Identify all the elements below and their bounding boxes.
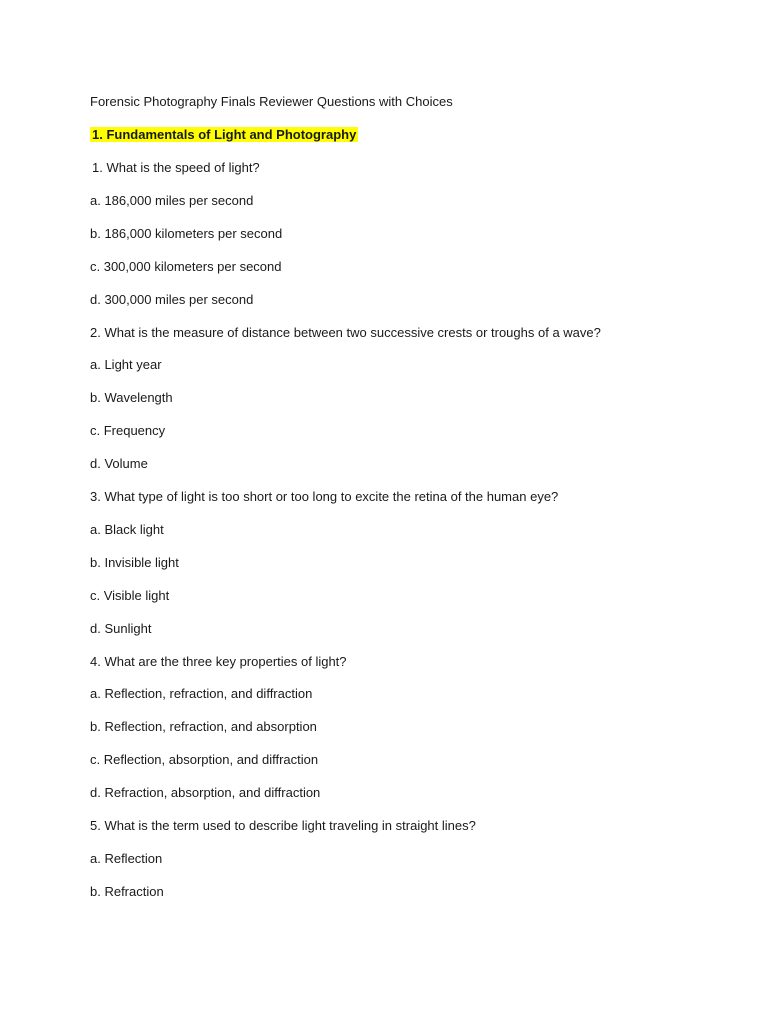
answer-choice: b. Refraction (90, 884, 164, 899)
question-text: 1. What is the speed of light? (92, 160, 260, 175)
answer-choice: b. Invisible light (90, 555, 179, 570)
answer-choice: b. Wavelength (90, 390, 173, 405)
question-text: 4. What are the three key properties of light? (90, 654, 347, 669)
question-text: 2. What is the measure of distance between two successive crests or troughs of a wave? (90, 325, 601, 340)
answer-choice: c. Reflection, absorption, and diffraction (90, 752, 319, 767)
section-heading (90, 126, 358, 143)
document-title: Forensic Photography Finals Reviewer Questions with Choices (90, 94, 453, 109)
answer-choice: a. Light year (90, 357, 162, 372)
answer-choice: d. 300,000 miles per second (90, 292, 254, 307)
answer-choice: a. 186,000 miles per second (90, 193, 254, 208)
answer-choice: c. 300,000 kilometers per second (90, 259, 282, 274)
question-text: 5. What is the term used to describe light traveling in straight lines? (90, 818, 476, 833)
answer-choice: a. Reflection, refraction, and diffraction (90, 686, 313, 701)
answer-choice: c. Frequency (90, 423, 166, 438)
answer-choice: d. Sunlight (90, 621, 152, 636)
highlighted-heading-text: 1. Fundamentals of Light and Photography (92, 127, 357, 142)
answer-choice: b. 186,000 kilometers per second (90, 226, 283, 241)
answer-choice: a. Black light (90, 522, 164, 537)
answer-choice: d. Refraction, absorption, and diffraction (90, 785, 321, 800)
question-text: 3. What type of light is too short or too long to excite the retina of the human eye? (90, 489, 559, 504)
answer-choice: d. Volume (90, 456, 148, 471)
answer-choice: c. Visible light (90, 588, 170, 603)
answer-choice: b. Reflection, refraction, and absorption (90, 719, 317, 734)
answer-choice: a. Reflection (90, 851, 163, 866)
